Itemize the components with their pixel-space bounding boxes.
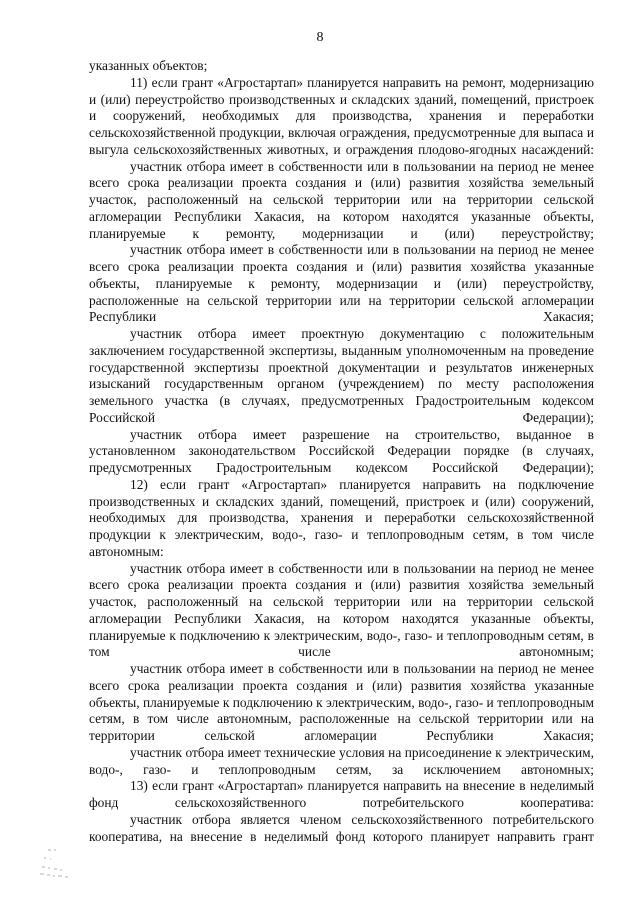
paragraph	[89, 745, 594, 779]
text-line: предусмотренных Градостроительным кодексом Российской Федерации);	[89, 460, 594, 475]
text-line: переработки сельскохозяйственной продукции, включая ограждения,	[89, 108, 594, 140]
paragraph	[89, 661, 594, 745]
text-line: кооператива, на внесение в неделимый фонд которого планирует направить грант	[89, 828, 594, 844]
paragraph	[89, 58, 594, 75]
text-line: земельный участок, расположенный на сельской территории или на территории	[89, 577, 594, 609]
text-line: указанные объекты, планируемые к ремонту, модернизации и (или)	[89, 259, 594, 291]
paragraph	[89, 242, 594, 326]
text-line: 12) если грант «Агростартап» планируется направить на подключение	[130, 476, 594, 492]
text-line: установленном законодательством Российской Федерации порядке (в случаях,	[89, 443, 594, 459]
paragraph	[89, 326, 594, 427]
paragraph	[89, 159, 594, 243]
text-line: сельской агломерации Республики Хакасия;	[89, 292, 594, 325]
text-line: продукции к электрическим, водо-, газо- и теплопроводным сетям, в том числе	[89, 527, 594, 542]
text-line: автономным:	[89, 543, 164, 559]
text-line: менее всего срока реализации проекта создания и (или) развития хозяйства	[89, 242, 594, 274]
text-line: теплопроводным сетям, в том числе автономным, расположенные на сельской	[89, 694, 594, 727]
paragraph	[89, 75, 594, 159]
text-line: участник отбора имеет технические условия на присоединение к	[130, 744, 502, 760]
text-line: производственных и складских зданий, помещений, пристроек и (или) сооружений,	[89, 493, 594, 509]
text-line: указанных объектов;	[89, 58, 208, 73]
text-line: объекты, планируемые к ремонту, модернизации и (или) переустройству;	[89, 208, 594, 241]
text-line: помещений, пристроек и сооружений, необходимых для производства, хранения и	[89, 91, 594, 124]
text-line: участник отбора имеет в собственности или в пользовании на период не	[130, 560, 556, 576]
document-body	[89, 58, 594, 845]
text-line: предусмотренные для выпаса и выгула сельскохозяйственных животных, и	[89, 125, 595, 157]
paragraph	[89, 778, 594, 812]
text-line: теплопроводным сетям, в том числе автономным;	[89, 627, 594, 660]
text-line: участник отбора имеет в собственности или в пользовании на период не	[130, 158, 556, 174]
text-line: модернизацию и (или) переустройство производственных и складских зданий,	[89, 74, 594, 107]
text-line: указанные объекты, планируемые к подключению к электрическим, водо-, газо- и	[89, 677, 594, 710]
text-line: территории или на территории сельской агломерации Республики Хакасия;	[89, 711, 594, 743]
page-number: 8	[316, 30, 324, 45]
text-line: сельской агломерации Республики Хакасия, на котором находятся указанные	[89, 192, 594, 224]
text-line: участник отбора является членом сельскохозяйственного потребительского	[130, 811, 594, 827]
text-line: проведение государственной экспертизы проектной документации и результатов	[89, 342, 594, 375]
paragraph	[89, 561, 594, 662]
text-line: 11) если грант «Агростартап» планируется направить на ремонт,	[130, 74, 506, 90]
text-line: участник отбора имеет в собственности или в пользовании на период не	[130, 242, 556, 258]
scan-artifact	[30, 840, 90, 885]
text-line: менее всего срока реализации проекта создания и (или) развития хозяйства	[89, 560, 594, 593]
text-line: переустройству, расположенные на сельской территории или на территории	[89, 275, 594, 308]
text-line: электрическим, водо-, газо- и теплопроводным сетям, за исключением автономных;	[89, 744, 594, 777]
paragraph	[89, 477, 594, 561]
text-line: менее всего срока реализации проекта создания и (или) развития хозяйства	[89, 661, 594, 693]
text-line: ограждения плодово-ягодных насаждений:	[345, 141, 594, 157]
text-line: участник отбора имеет проектную документацию с положительным	[130, 326, 594, 341]
text-line: Градостроительным кодексом Российской Федерации);	[89, 393, 594, 425]
paragraph	[89, 427, 594, 477]
text-line: земельный участок, расположенный на сельской территории или на территории	[89, 175, 594, 207]
text-line: участник отбора имеет разрешение на строительство, выданное в	[130, 426, 594, 442]
text-line: сельской агломерации Республики Хакасия, на котором находятся указанные	[89, 594, 594, 626]
text-line: необходимых для производства, хранения и переработки сельскохозяйственной	[89, 510, 594, 526]
text-line: 13) если грант «Агростартап» планируется направить на внесение в	[130, 778, 526, 794]
text-line: менее всего срока реализации проекта создания и (или) развития хозяйства	[89, 158, 594, 191]
text-line: инженерных изысканий государственным органом (учреждением) по месту	[89, 359, 594, 392]
text-line: расположения земельного участка (в случаях, предусмотренных	[89, 376, 594, 408]
paragraph	[89, 812, 594, 846]
text-line: заключением государственной экспертизы, выданным уполномоченным на	[89, 342, 524, 358]
text-line: участник отбора имеет в собственности или в пользовании на период не	[130, 661, 556, 676]
text-line: неделимый фонд сельскохозяйственного потребительского кооператива:	[89, 778, 594, 810]
text-line: объекты, планируемые к подключению к электрическим, водо-, газо- и	[89, 610, 594, 643]
